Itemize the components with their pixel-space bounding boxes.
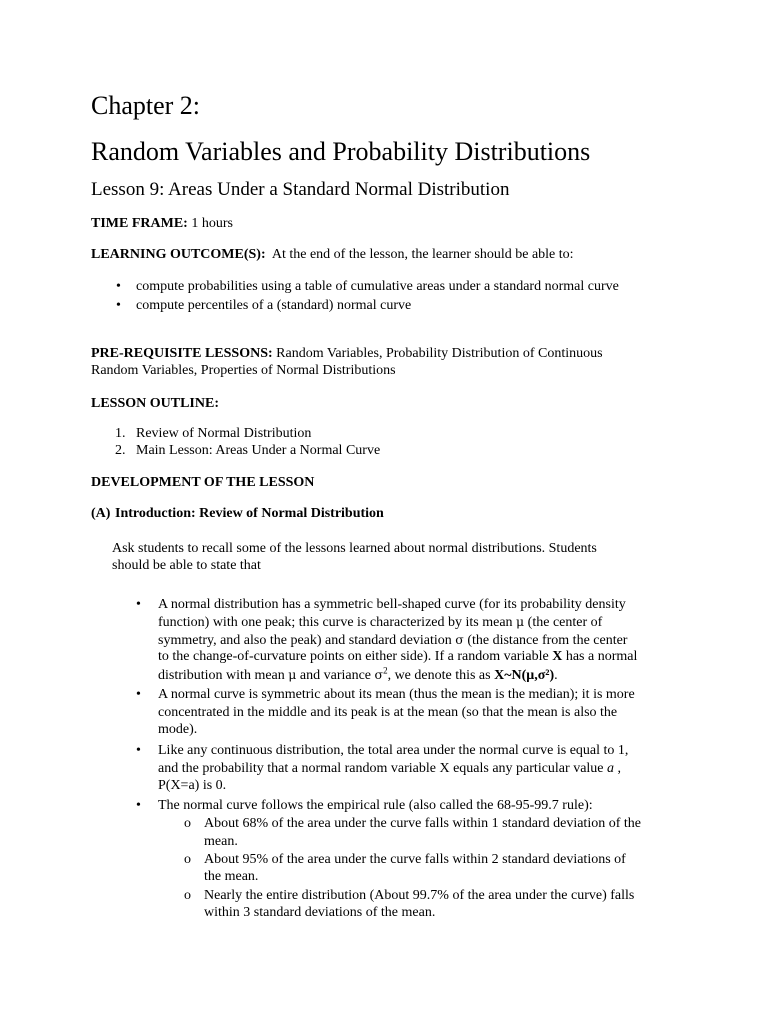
time-frame-label: TIME FRAME: [91, 216, 188, 231]
text-run: (the center of [524, 615, 603, 630]
text-run: distribution with mean [158, 668, 289, 683]
learning-outcome-item: compute percentiles of a (standard) normal curve [136, 298, 412, 313]
lesson-title: Lesson 9: Areas Under a Standard Normal Distribution [91, 179, 510, 200]
bullet-1-line-2 [158, 613, 602, 632]
mu-symbol: μ [516, 614, 525, 629]
sub-bullet-1-line-2: mean. [204, 834, 238, 849]
section-a-title: Introduction: Review of Normal Distribution [115, 506, 384, 521]
bullet-1-line-5 [158, 666, 558, 685]
bullet-icon: • [136, 597, 141, 612]
text-run: and variance [296, 668, 375, 683]
bullet-3-line-2 [158, 760, 621, 778]
normal-notation: X~N(μ,σ²) [494, 668, 555, 683]
intro-paragraph-line-2: should be able to state that [112, 558, 261, 573]
text-run: function) with one peak; this curve is characterized by its mean [158, 615, 517, 630]
sub-bullet-2-line-2: the mean. [204, 869, 259, 884]
sub-bullet-3-line-2: within 3 standard deviations of the mean. [204, 905, 436, 920]
sub-bullet-1-line-1: About 68% of the area under the curve falls within 1 standard deviation of the [204, 816, 641, 831]
sub-bullet-2-line-1: About 95% of the area under the curve falls within 2 standard deviations of [204, 852, 626, 867]
text-run: to the change-of-curvature points on either side). If a random variable [158, 649, 553, 664]
text-run: and the probability that a normal random variable X equals any particular value [158, 761, 608, 776]
sigma-symbol: σ [455, 632, 464, 647]
prerequisites-line-2: Random Variables, Properties of Normal Distributions [91, 363, 396, 378]
lesson-outline-label: LESSON OUTLINE: [91, 396, 219, 411]
learning-outcome-item: compute probabilities using a table of cumulative areas under a standard normal curve [136, 279, 619, 294]
prerequisites-text-1: Random Variables, Probability Distribution of Continuous [276, 346, 603, 361]
development-heading: DEVELOPMENT OF THE LESSON [91, 475, 315, 490]
text-run: , we denote this as [387, 668, 495, 683]
bullet-icon: • [116, 298, 121, 313]
time-frame [91, 215, 233, 233]
prerequisites-line-1 [91, 345, 603, 363]
sigma-symbol: σ [374, 667, 384, 682]
text-run: , [614, 761, 622, 776]
text-run: has a normal [562, 649, 638, 664]
sub-bullet-3-line-1: Nearly the entire distribution (About 99.7% of the area under the curve) falls [204, 888, 635, 903]
bullet-2-line-3: mode). [158, 722, 198, 737]
time-frame-value: 1 hours [191, 216, 233, 231]
bullet-2-line-1: A normal curve is symmetric about its mean (thus the mean is the median); it is more [158, 687, 635, 702]
outline-item-number: 1. [115, 426, 126, 441]
chapter-heading: Chapter 2: [91, 91, 201, 120]
mu-symbol: μ [288, 667, 297, 682]
bullet-2-line-2: concentrated in the middle and its peak is at the mean (so that the mean is also the [158, 705, 618, 720]
chapter-title: Random Variables and Probability Distributions [91, 137, 591, 166]
superscript-2: 2 [383, 665, 388, 676]
sub-bullet-icon: o [184, 888, 191, 903]
section-a-number: (A) [91, 506, 111, 521]
bullet-icon: • [116, 279, 121, 294]
bullet-1-line-3 [158, 631, 627, 650]
outline-item: Main Lesson: Areas Under a Normal Curve [136, 443, 381, 458]
bullet-icon: • [136, 798, 141, 813]
text-run: (the distance from the center [463, 633, 628, 648]
bullet-icon: • [136, 743, 141, 758]
bullet-icon: • [136, 687, 141, 702]
bullet-3-line-1: Like any continuous distribution, the total area under the normal curve is equal to 1, [158, 743, 629, 758]
bullet-3-line-3: P(X=a) is 0. [158, 778, 227, 793]
variable-a: a [607, 761, 615, 776]
text-run: . [554, 668, 558, 683]
text-run: symmetry, and also the peak) and standard deviation [158, 633, 456, 648]
bullet-4-line-1: The normal curve follows the empirical rule (also called the 68-95-99.7 rule): [158, 798, 593, 813]
intro-paragraph-line-1: Ask students to recall some of the lessons learned about normal distributions. Students [112, 541, 597, 556]
bullet-1-line-1: A normal distribution has a symmetric bell-shaped curve (for its probability density [158, 597, 626, 612]
bullet-1-line-4 [158, 648, 637, 666]
sub-bullet-icon: o [184, 816, 191, 831]
learning-outcomes-intro: At the end of the lesson, the learner should be able to: [271, 247, 574, 262]
learning-outcomes [91, 246, 574, 264]
outline-item-number: 2. [115, 443, 126, 458]
sub-bullet-icon: o [184, 852, 191, 867]
outline-item: Review of Normal Distribution [136, 426, 312, 441]
prerequisites-label: PRE-REQUISITE LESSONS: [91, 346, 273, 361]
variable-x: X [552, 649, 563, 664]
learning-outcomes-label: LEARNING OUTCOME(S): [91, 247, 266, 262]
